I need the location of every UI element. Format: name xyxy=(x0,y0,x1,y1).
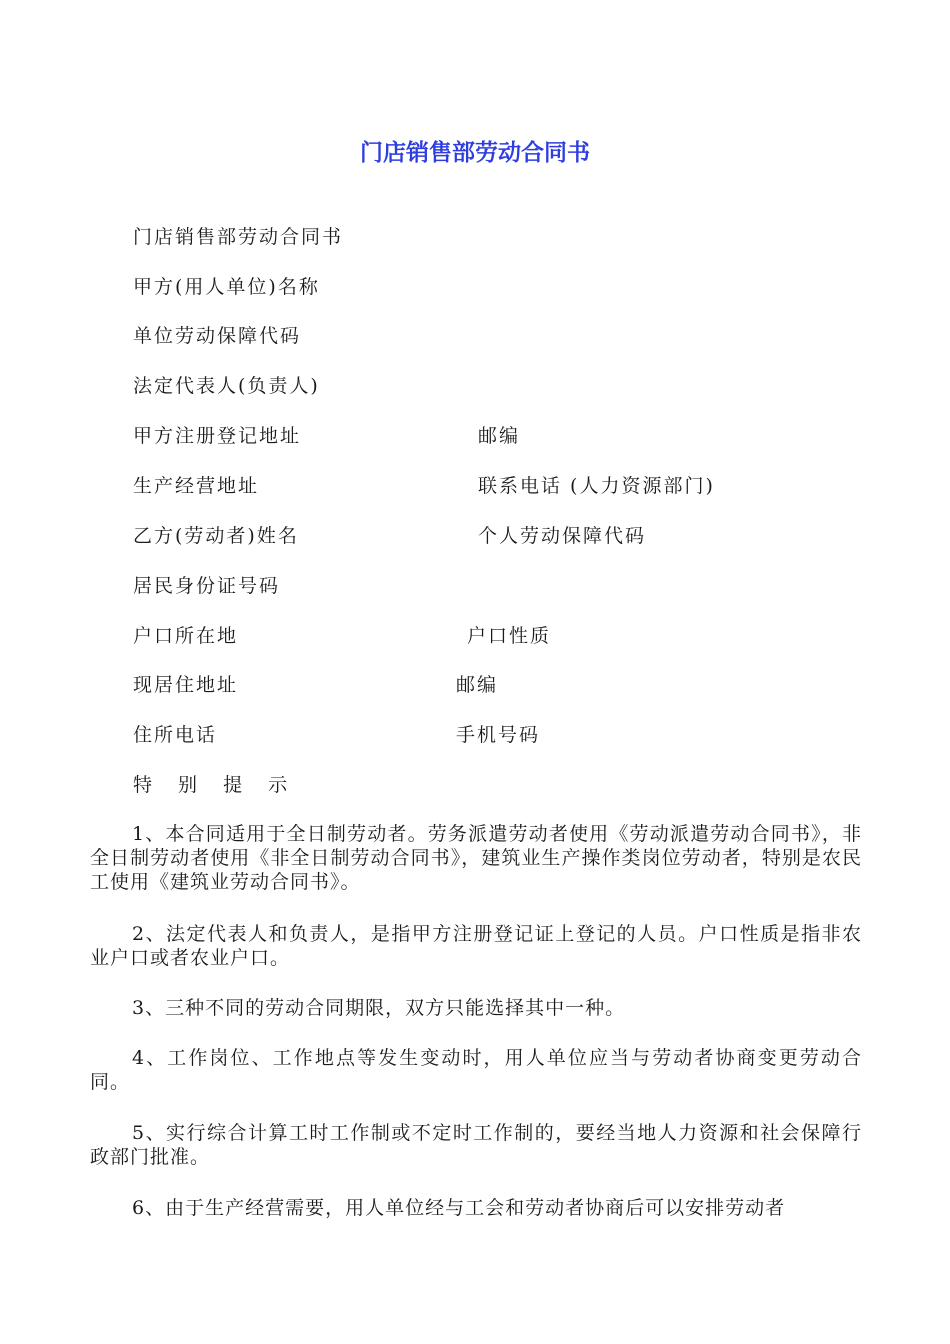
field-hukou-nature: 户口性质 xyxy=(467,625,552,647)
field-production-address: 生产经营地址 xyxy=(133,475,260,497)
notice-paragraph-1: 1、本合同适用于全日制劳动者。劳务派遣劳动者使用《劳动派遣劳动合同书》，非全日制劳动者使用《非全日制劳动合同书》，建筑业生产操作类岗位劳动者，特别是农民工使用《建筑业劳动合同书》。 xyxy=(90,823,862,893)
notice-paragraph-2: 2、法定代表人和负责人，是指甲方注册登记证上登记的人员。户口性质是指非农业户口或者农业户口。 xyxy=(90,923,862,969)
field-heading: 门店销售部劳动合同书 xyxy=(133,226,344,248)
field-hukou-location: 户口所在地 xyxy=(133,625,239,647)
notice-paragraph-6: 6、由于生产经营需要，用人单位经与工会和劳动者协商后可以安排劳动者 xyxy=(132,1197,786,1219)
field-id-number: 居民身份证号码 xyxy=(133,575,281,597)
field-contact-phone: 联系电话 (人力资源部门) xyxy=(478,475,715,497)
field-legal-rep: 法定代表人(负责人) xyxy=(133,375,320,397)
field-current-address: 现居住地址 xyxy=(133,674,239,696)
field-personal-labor-code: 个人劳动保障代码 xyxy=(478,525,647,547)
field-party-b-name: 乙方(劳动者)姓名 xyxy=(133,525,299,547)
field-mobile: 手机号码 xyxy=(456,724,541,746)
field-unit-labor-code: 单位劳动保障代码 xyxy=(133,325,302,347)
notice-paragraph-5: 5、实行综合计算工时工作制或不定时工作制的，要经当地人力资源和社会保障行政部门批准。 xyxy=(90,1122,862,1168)
field-postcode-1: 邮编 xyxy=(478,425,521,447)
special-notice-heading: 特 别 提 示 xyxy=(133,774,298,796)
field-home-phone: 住所电话 xyxy=(133,724,218,746)
field-postcode-2: 邮编 xyxy=(456,674,499,696)
field-party-a-name: 甲方(用人单位)名称 xyxy=(133,276,320,298)
document-title: 门店销售部劳动合同书 xyxy=(360,140,590,166)
notice-paragraph-3: 3、三种不同的劳动合同期限，双方只能选择其中一种。 xyxy=(132,997,626,1019)
field-party-a-reg-address: 甲方注册登记地址 xyxy=(133,425,302,447)
notice-paragraph-4: 4、工作岗位、工作地点等发生变动时，用人单位应当与劳动者协商变更劳动合同。 xyxy=(90,1047,862,1093)
